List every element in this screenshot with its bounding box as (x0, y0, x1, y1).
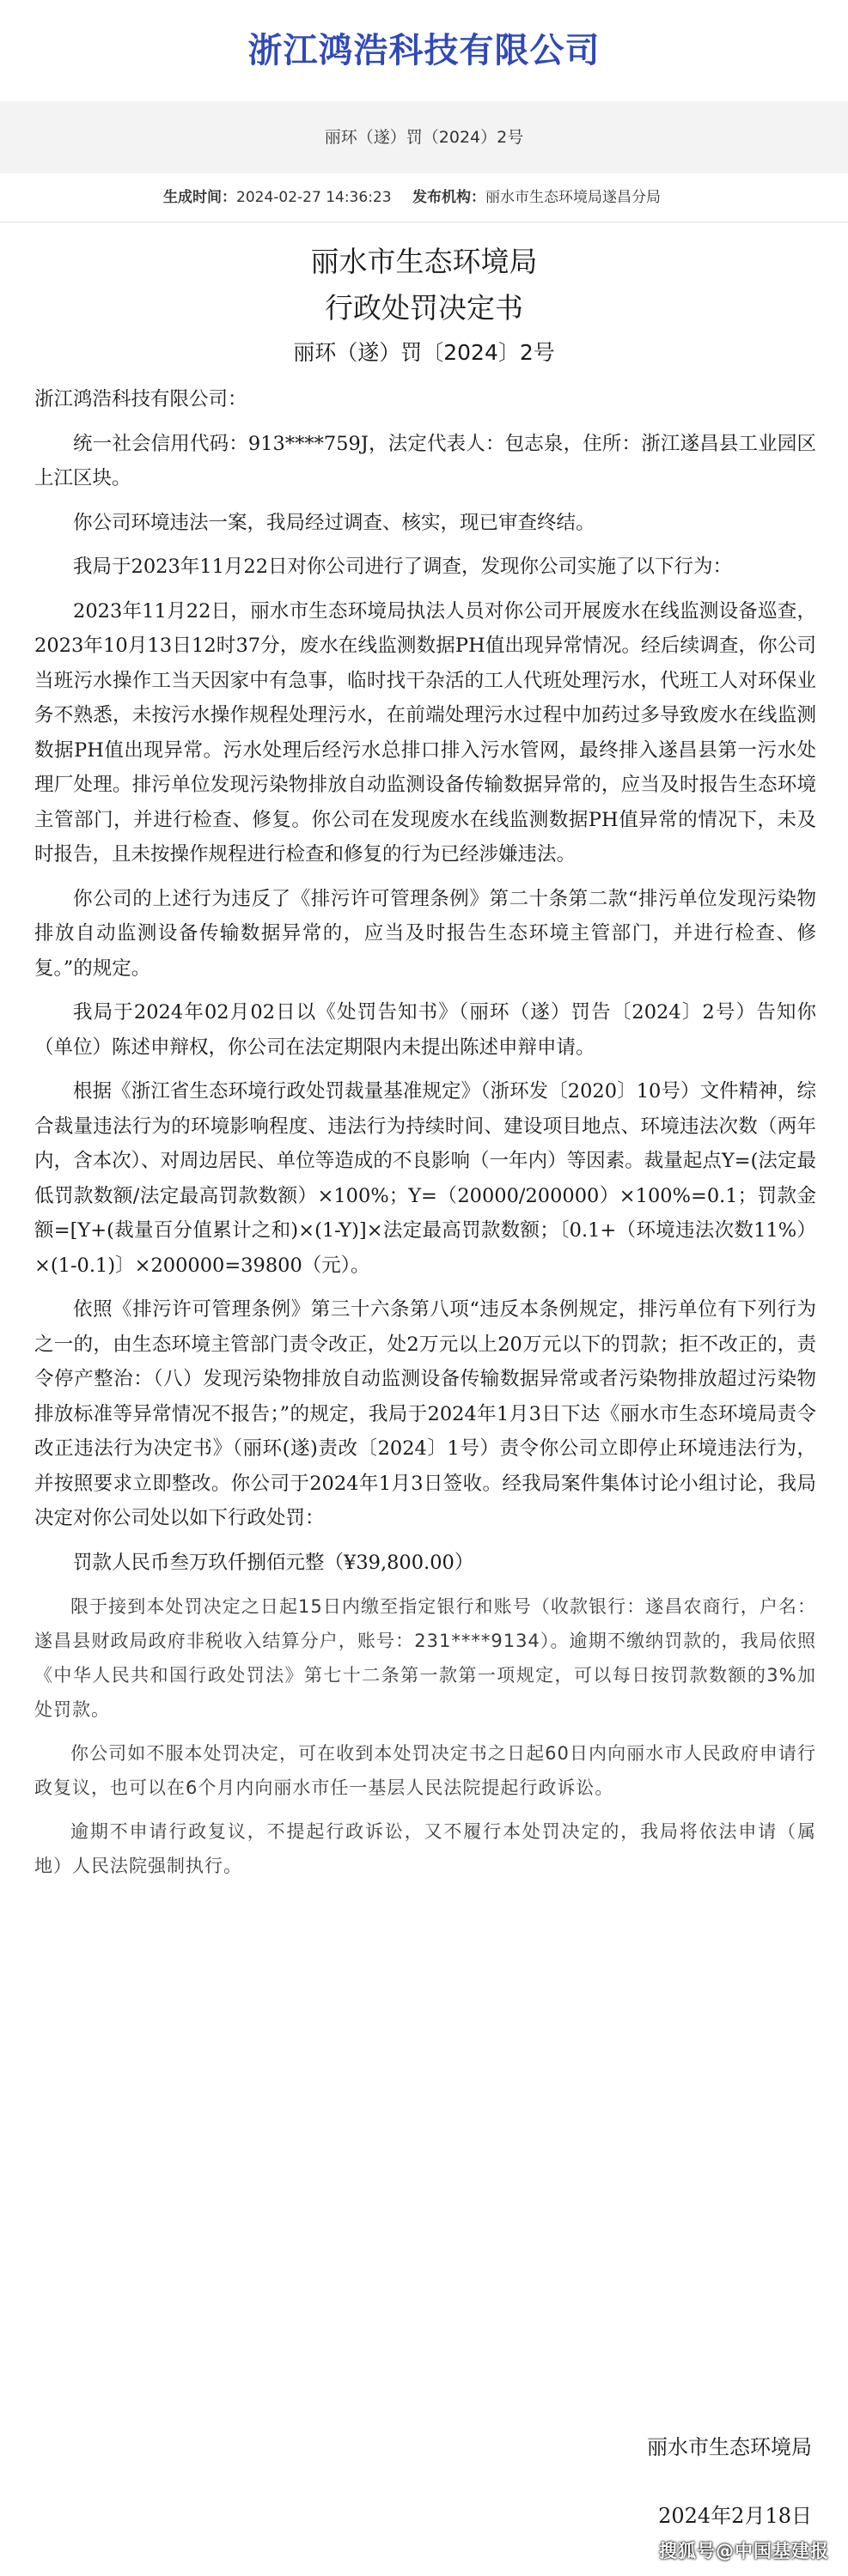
paragraph-7: 根据《浙江省生态环境行政处罚裁量基准规定》（浙环发〔2020〕10号）文件精神，综合裁量违法行为的环境影响程度、违法行为持续时间、建设项目地点、环境违法次数（两年内，含本次）、对周边居民、单位等造成的不良影响（一年内）等因素。裁量起点Y=(法定最低罚款数额/法定最高罚款数额）×100%；Y=（20000/200000）×100%=0.1；罚款金额=[Y+(裁量百分值累计之和)×(1-Y)]×法定最高罚款数额；〔0.1+（环境违法次数11%）×(1-0.1)〕×200000=39800（元）。 (34, 1080, 816, 1277)
watermark: 搜狐号@中国基建报 (659, 2541, 829, 2561)
doc-number-header: 丽环（遂）罚（2024）2号 (0, 101, 848, 173)
generated-value: 2024-02-27 14:36:23 (236, 189, 392, 206)
generated-time (163, 173, 392, 222)
issuer-label: 发布机构： (412, 189, 485, 206)
issuer (412, 173, 661, 222)
payment-notice: 限于接到本处罚决定之日起15日内缴至指定银行和账号（收款银行：遂昌农商行，户名：遂昌县财政局政府非税收入结算分户，账号：231****9134）。逾期不缴纳罚款的，我局依照《中华人民共和国行政处罚法》第七十二条第一款第一项规定，可以每日按罚款数额的3%加处罚款。 (34, 1596, 816, 1720)
paragraph-5: 你公司的上述行为违反了《排污许可管理条例》第二十条第二款“排污单位发现污染物排放自动监测设备传输数据异常的，应当及时报告生态环境主管部门，并进行检查、修复。”的规定。 (34, 887, 816, 980)
paragraph-8: 依照《排污许可管理条例》第三十六条第八项“违反本条例规定，排污单位有下列行为之一的，由生态环境主管部门责令改正，处2万元以上20万元以下的罚款；拒不改正的，责令停产整治：（八）发现污染物排放自动监测设备传输数据异常或者污染物排放超过污染物排放标准等异常情况不报告；”的规定，我局于2024年1月3日下达《丽水市生态环境局责令改正违法行为决定书》（丽环(遂)责改〔2024〕1号）责令你公司立即停止环境违法行为，并按照要求立即整改。你公司于2024年1月3日签收。经我局案件集体讨论小组讨论，我局决定对你公司处以如下行政处罚： (34, 1298, 816, 1529)
document-title-org: 丽水市生态环境局 (310, 245, 538, 278)
document-number: 丽环（遂）罚〔2024〕2号 (293, 340, 555, 365)
paragraph-1: 统一社会信用代码：913****759J，法定代表人：包志泉，住所：浙江遂昌县工业园区上江区块。 (34, 432, 816, 489)
paragraph-2: 你公司环境违法一案，我局经过调查、核实，现已审查终结。 (73, 511, 595, 534)
addressee: 浙江鸿浩科技有限公司： (34, 388, 247, 410)
document-body (34, 382, 816, 1893)
penalty-amount: 罚款人民币叁万玖仟捌佰元整（¥39,800.00） (73, 1551, 474, 1574)
paragraph-6: 我局于2024年02月02日以《处罚告知书》（丽环（遂）罚告〔2024〕2号）告知你（单位）陈述申辩权，你公司在法定期限内未提出陈述申辩申请。 (34, 1001, 816, 1059)
meta-bar (0, 173, 848, 222)
generated-label: 生成时间： (163, 189, 236, 206)
signature-date: 2024年2月18日 (658, 2504, 812, 2528)
paragraph-3: 我局于2023年11月22日对你公司进行了调查，发现你公司实施了以下行为： (73, 556, 733, 578)
enforcement-notice: 逾期不申请行政复议，不提起行政诉讼，又不履行本处罚决定的，我局将依法申请（属地）人民法院强制执行。 (34, 1821, 816, 1876)
signature-org: 丽水市生态环境局 (647, 2435, 812, 2459)
appeal-notice: 你公司如不服本处罚决定，可在收到本处罚决定书之日起60日内向丽水市人民政府申请行政复议，也可以在6个月内向丽水市任一基层人民法院提起行政诉讼。 (34, 1743, 816, 1798)
document-title: 行政处罚决定书 (325, 291, 523, 325)
issuer-value: 丽水市生态环境局遂昌分局 (485, 189, 661, 206)
company-banner: 浙江鸿浩科技有限公司 (0, 0, 848, 102)
paragraph-4: 2023年11月22日，丽水市生态环境局执法人员对你公司开展废水在线监测设备巡查，2023年10月13日12时37分，废水在线监测数据PH值出现异常情况。经后续调查，你公司当班污水操作工当天因家中有急事，临时找干杂活的工人代班处理污水，代班工人对环保业务不熟悉，未按污水操作规程处理污水，在前端处理污水过程中加药过多导致废水在线监测数据PH值出现异常。污水处理后经污水总排口排入污水管网，最终排入遂昌县第一污水处理厂处理。排污单位发现污染物排放自动监测设备传输数据异常的，应当及时报告生态环境主管部门，并进行检查、修复。你公司在发现废水在线监测数据PH值异常的情况下，未及时报告，且未按操作规程进行检查和修复的行为已经涉嫌违法。 (34, 599, 816, 866)
